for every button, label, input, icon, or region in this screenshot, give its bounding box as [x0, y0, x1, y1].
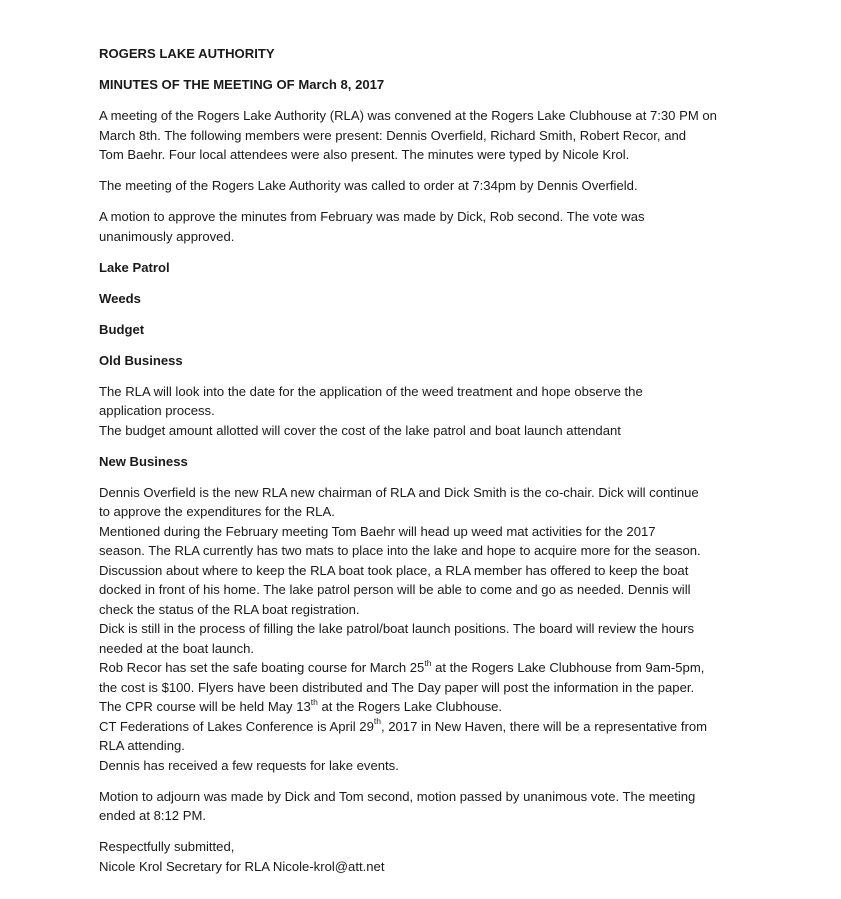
adjourn-paragraph — [99, 787, 759, 826]
new-business-line — [99, 697, 759, 717]
new-business-line: Discussion about where to keep the RLA boat took place, a RLA member has offered to keep the boat — [99, 562, 689, 578]
old-business-paragraph — [99, 382, 759, 441]
new-business-line: check the status of the RLA boat registration. — [99, 601, 360, 617]
heading-lake-patrol: Lake Patrol — [99, 259, 170, 275]
ordinal-suffix: th — [373, 716, 381, 727]
approval-line: unanimously approved. — [99, 228, 235, 244]
line-text: Rob Recor has set the safe boating course for March 25 — [99, 660, 425, 675]
signature-block — [99, 837, 759, 876]
new-business-line: season. The RLA currently has two mats to place into the lake and hope to acquire more for the season. — [99, 543, 701, 558]
new-business-line: Mentioned during the February meeting Tom Baehr will head up weed mat activities for the 2017 — [99, 523, 656, 539]
new-business-paragraph — [99, 483, 759, 776]
heading-new-business: New Business — [99, 453, 188, 469]
call-to-order-paragraph: The meeting of the Rogers Lake Authority was called to order at 7:34pm by Dennis Overfield. — [99, 178, 638, 193]
intro-line: March 8th. The following members were present: Dennis Overfield, Richard Smith, Robert Recor, and — [99, 127, 687, 143]
org-title: ROGERS LAKE AUTHORITY — [99, 46, 275, 61]
intro-paragraph — [99, 106, 759, 165]
new-business-line: to approve the expenditures for the RLA. — [99, 504, 335, 519]
new-business-line: Dick is still in the process of filling the lake patrol/boat launch positions. The board will review the hours — [99, 621, 695, 636]
heading-old-business: Old Business — [99, 352, 183, 368]
old-business-line: The budget amount allotted will cover the cost of the lake patrol and boat launch attendant — [99, 422, 621, 438]
adjourn-line: Motion to adjourn was made by Dick and Tom second, motion passed by unanimous vote. The meeting — [99, 788, 696, 804]
intro-line: Tom Baehr. Four local attendees were also present. The minutes were typed by Nicole Krol. — [99, 147, 630, 162]
new-business-line — [99, 717, 759, 737]
adjourn-line: ended at 8:12 PM. — [99, 808, 207, 823]
approval-line: A motion to approve the minutes from February was made by Dick, Rob second. The vote was — [99, 209, 645, 224]
minutes-title: MINUTES OF THE MEETING OF March 8, 2017 — [99, 77, 385, 92]
old-business-line: The RLA will look into the date for the application of the weed treatment and hope observe the — [99, 383, 643, 399]
new-business-line: the cost is $100. Flyers have been distributed and The Day paper will post the information in the paper. — [99, 679, 695, 695]
line-text: , 2017 in New Haven, there will be a representative from — [380, 718, 708, 734]
new-business-line — [99, 658, 759, 678]
ordinal-suffix: th — [424, 657, 432, 668]
line-text: CT Federations of Lakes Conference is April 29 — [99, 718, 374, 734]
line-text: at the Rogers Lake Clubhouse from 9am-5pm, — [431, 660, 705, 675]
minutes-document — [99, 44, 759, 876]
heading-budget: Budget — [99, 321, 145, 337]
old-business-line: application process. — [99, 403, 215, 418]
ordinal-suffix: th — [310, 696, 318, 707]
new-business-line: needed at the boat launch. — [99, 640, 255, 656]
secretary-signature-line: Nicole Krol Secretary for RLA Nicole-krol@att.net — [99, 858, 385, 874]
intro-line: A meeting of the Rogers Lake Authority (RLA) was convened at the Rogers Lake Clubhouse at 7:30 PM on — [99, 108, 717, 123]
approval-paragraph — [99, 207, 759, 246]
new-business-line: docked in front of his home. The lake patrol person will be able to come and go as needed. Dennis will — [99, 582, 691, 597]
line-text: The CPR course will be held May 13 — [99, 699, 311, 714]
line-text: at the Rogers Lake Clubhouse. — [317, 699, 503, 714]
closing-text: Respectfully submitted, — [99, 839, 235, 854]
new-business-line: RLA attending. — [99, 738, 185, 753]
new-business-line: Dennis has received a few requests for lake events. — [99, 757, 399, 773]
heading-weeds: Weeds — [99, 290, 141, 306]
new-business-line: Dennis Overfield is the new RLA new chairman of RLA and Dick Smith is the co-chair. Dick will continue — [99, 484, 699, 500]
